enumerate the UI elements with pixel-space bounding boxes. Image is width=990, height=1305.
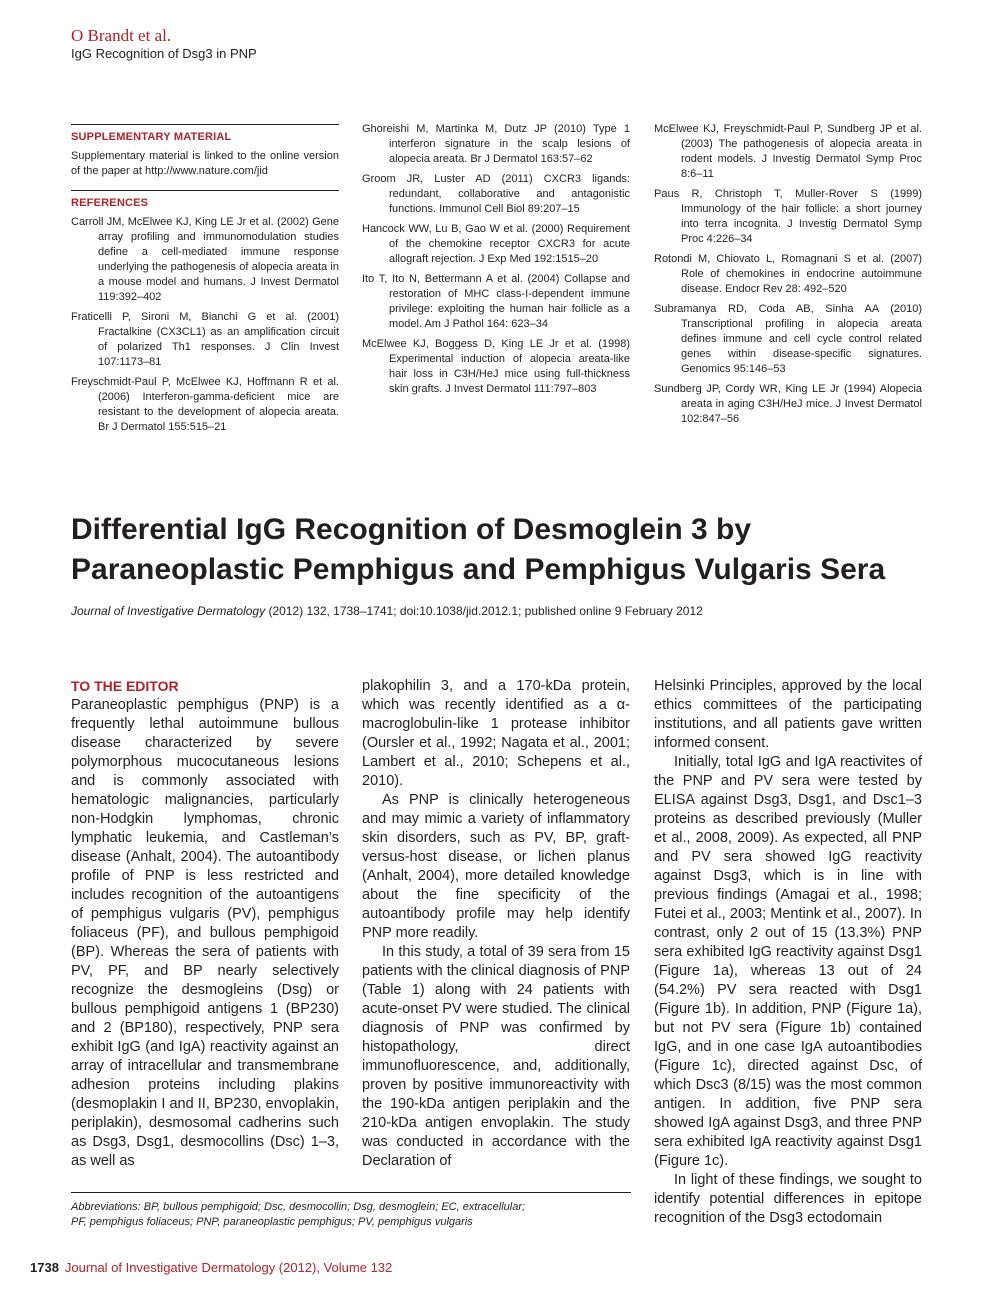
- reference-item: Hancock WW, Lu B, Gao W et al. (2000) Requirement of the chemokine receptor CXCR3 for acute allograft rejection. J Exp Med 192:1515–20: [362, 223, 630, 265]
- article-title-line-1: Differential IgG Recognition of Desmoglein 3 by: [71, 513, 752, 546]
- references-column-2: [362, 122, 630, 402]
- footer-journal: Journal of Investigative Dermatology (2012), Volume 132: [64, 1260, 393, 1275]
- to-the-editor-heading: TO THE EDITOR: [71, 678, 179, 694]
- divider: [71, 124, 339, 125]
- reference-item: Ito T, Ito N, Bettermann A et al. (2004) Collapse and restoration of MHC class-I-dependent immune privilege: exploiting the human hair follicle as a model. Am J Pathol 164: 623–34: [362, 273, 630, 330]
- body-paragraph: As PNP is clinically heterogeneous and may mimic a variety of inflammatory skin disorders, such as PV, BP, graft-versus-host disease, or lichen planus (Anhalt, 2004), more detailed knowledge about the fine specificity of the autoantibody profile may help identify PNP more readily.: [362, 792, 630, 941]
- running-header-authors: O Brandt et al.: [71, 26, 172, 45]
- abbreviations-line-2: PF, pemphigus foliaceus; PNP, paraneoplastic pemphigus; PV, pemphigus vulgaris: [71, 1216, 473, 1228]
- citation-details: (2012) 132, 1738–1741; doi:10.1038/jid.2012.1; published online 9 February 2012: [268, 604, 703, 618]
- supplementary-text: Supplementary material is linked to the online version of the paper at http://www.nature.com/jid: [71, 150, 339, 177]
- body-column-1: [71, 677, 339, 1171]
- body-paragraph: In light of these findings, we sought to identify potential differences in epitope recognition of the Dsg3 ectodomain: [654, 1172, 922, 1226]
- supplementary-heading: SUPPLEMENTARY MATERIAL: [71, 131, 232, 143]
- reference-item: Carroll JM, McElwee KJ, King LE Jr et al. (2002) Gene array profiling and immunomodulation studies define a cell-mediated immune response underlying the pathogenesis of alopecia areata in a mouse model and humans. J Invest Dermatol 119:392–402: [71, 216, 339, 303]
- reference-item: Rotondi M, Chiovato L, Romagnani S et al. (2007) Role of chemokines in endocrine autoimmune disease. Endocr Rev 28: 492–520: [654, 253, 922, 295]
- abbreviations-footnote: [71, 1200, 586, 1230]
- running-header-title: IgG Recognition of Dsg3 in PNP: [71, 46, 257, 61]
- body-column-3: [654, 677, 922, 1228]
- reference-item: Subramanya RD, Coda AB, Sinha AA (2010) Transcriptional profiling in alopecia areata defines immune and cell cycle control related genes within disease-specific signatures. Genomics 95:146–53: [654, 303, 922, 375]
- divider: [71, 190, 339, 191]
- body-paragraph: Initially, total IgG and IgA reactivites of the PNP and PV sera were tested by ELISA against Dsg3, Dsg1, and Dsc1–3 proteins as described previously (Muller et al., 2008, 2009). As expected, all PNP and PV sera showed IgG reactivity against Dsg3, which is in line with previous findings (Amagai et al., 1998; Futei et al., 2003; Mentink et al., 2007). In contrast, only 2 out of 15 (13.3%) PNP sera exhibited IgG reactivity against Dsg1 (Figure 1a), whereas 13 out of 24 (54.2%) PV sera reacted with Dsg1 (Figure 1b). In addition, PNP (Figure 1a), but not PV sera (Figure 1b) contained IgG, and in one case IgA autoantibodies (Figure 1c), directed against Dsc, of which Dsc3 (8/15) was the most common antigen. In addition, five PNP sera showed IgA against Dsg3, and three PNP sera exhibited IgA reactivity against Dsg1 (Figure 1c).: [654, 754, 922, 1169]
- references-column-3: [654, 122, 922, 432]
- body-paragraph: Helsinki Principles, approved by the local ethics committees of the participating institutions, and all patients gave written informed consent.: [654, 678, 922, 751]
- article-title-line-2: Paraneoplastic Pemphigus and Pemphigus Vulgaris Sera: [71, 553, 886, 586]
- page-number: 1738: [30, 1260, 59, 1275]
- body-paragraph: In this study, a total of 39 sera from 15 patients with the clinical diagnosis of PNP (Table 1) along with 24 patients with acute-onset PV were studied. The clinical diagnosis of PNP was confirmed by histopathology, direct immunofluorescence, and, additionally, proven by positive immunoreactivity with the 190-kDa antigen periplakin and the 210-kDa antigen envoplakin. The study was conducted in accordance with the Declaration of: [362, 944, 630, 1169]
- reference-item: McElwee KJ, Freyschmidt-Paul P, Sundberg JP et al. (2003) The pathogenesis of alopecia areata in rodent models. J Investig Dermatol Symp Proc 8:6–11: [654, 123, 922, 180]
- references-column-1: [71, 124, 339, 440]
- journal-citation: [71, 604, 703, 618]
- footnote-divider: [71, 1192, 631, 1193]
- article-title: [71, 510, 931, 590]
- page-footer: [30, 1260, 392, 1275]
- body-column-2: [362, 677, 630, 1171]
- reference-item: Ghoreishi M, Martinka M, Dutz JP (2010) Type 1 interferon signature in the scalp lesions of alopecia areata. Br J Dermatol 163:57–62: [362, 123, 630, 165]
- reference-item: McElwee KJ, Boggess D, King LE Jr et al. (1998) Experimental induction of alopecia areata-like hair loss in C3H/HeJ mice using full-thickness skin grafts. J Invest Dermatol 111:797–803: [362, 338, 630, 395]
- journal-name: Journal of Investigative Dermatology: [71, 604, 266, 618]
- reference-item: Freyschmidt-Paul P, McElwee KJ, Hoffmann R et al. (2006) Interferon-gamma-deficient mice are resistant to the development of alopecia areata. Br J Dermatol 155:515–21: [71, 376, 339, 433]
- body-paragraph: Paraneoplastic pemphigus (PNP) is a frequently lethal autoimmune bullous disease characterized by severe polymorphous mucocutaneous lesions and is commonly associated with hematologic malignancies, particularly non-Hodgkin lymphomas, chronic lymphatic leukemia, and Castleman’s disease (Anhalt, 2004). The autoantibody profile of PNP is less restricted and includes recognition of the autoantigens of pemphigus vulgaris (PV), pemphigus foliaceus (PF), and bullous pemphigoid (BP). Whereas the sera of patients with PV, PF, and BP nearly selectively recognize the desmogleins (Dsg) or bullous pemphigoid antigens 1 (BP230) and 2 (BP180), respectively, PNP sera exhibit IgG (and IgA) reactivity against an array of intracellular and transmembrane adhesion proteins including plakins (desmoplakin I and II, BP230, envoplakin, periplakin), desmosomal cadherins such as Dsg3, Dsg1, desmocollins (Dsc) 1–3, as well as: [71, 697, 339, 1169]
- body-paragraph: plakophilin 3, and a 170-kDa protein, which was recently identified as a α-macroglobulin-like 1 protease inhibitor (Oursler et al., 1992; Nagata et al., 2001; Lambert et al., 2010; Schepens et al., 2010).: [362, 678, 630, 789]
- reference-item: Paus R, Christoph T, Muller-Rover S (1999) Immunology of the hair follicle: a short journey into terra incognita. J Investig Dermatol Symp Proc 4:226–34: [654, 188, 922, 245]
- reference-item: Fraticelli P, Sironi M, Bianchi G et al. (2001) Fractalkine (CX3CL1) as an amplification circuit of polarized Th1 responses. J Clin Invest 107:1173–81: [71, 311, 339, 368]
- reference-item: Sundberg JP, Cordy WR, King LE Jr (1994) Alopecia areata in aging C3H/HeJ mice. J Invest Dermatol 102:847–56: [654, 383, 922, 425]
- references-heading: REFERENCES: [71, 197, 149, 209]
- abbreviations-line-1: Abbreviations: BP, bullous pemphigoid; Dsc, desmocollin; Dsg, desmoglein; EC, extracellular;: [71, 1201, 526, 1213]
- reference-item: Groom JR, Luster AD (2011) CXCR3 ligands: redundant, collaborative and antagonistic functions. Immunol Cell Biol 89:207–15: [362, 173, 630, 215]
